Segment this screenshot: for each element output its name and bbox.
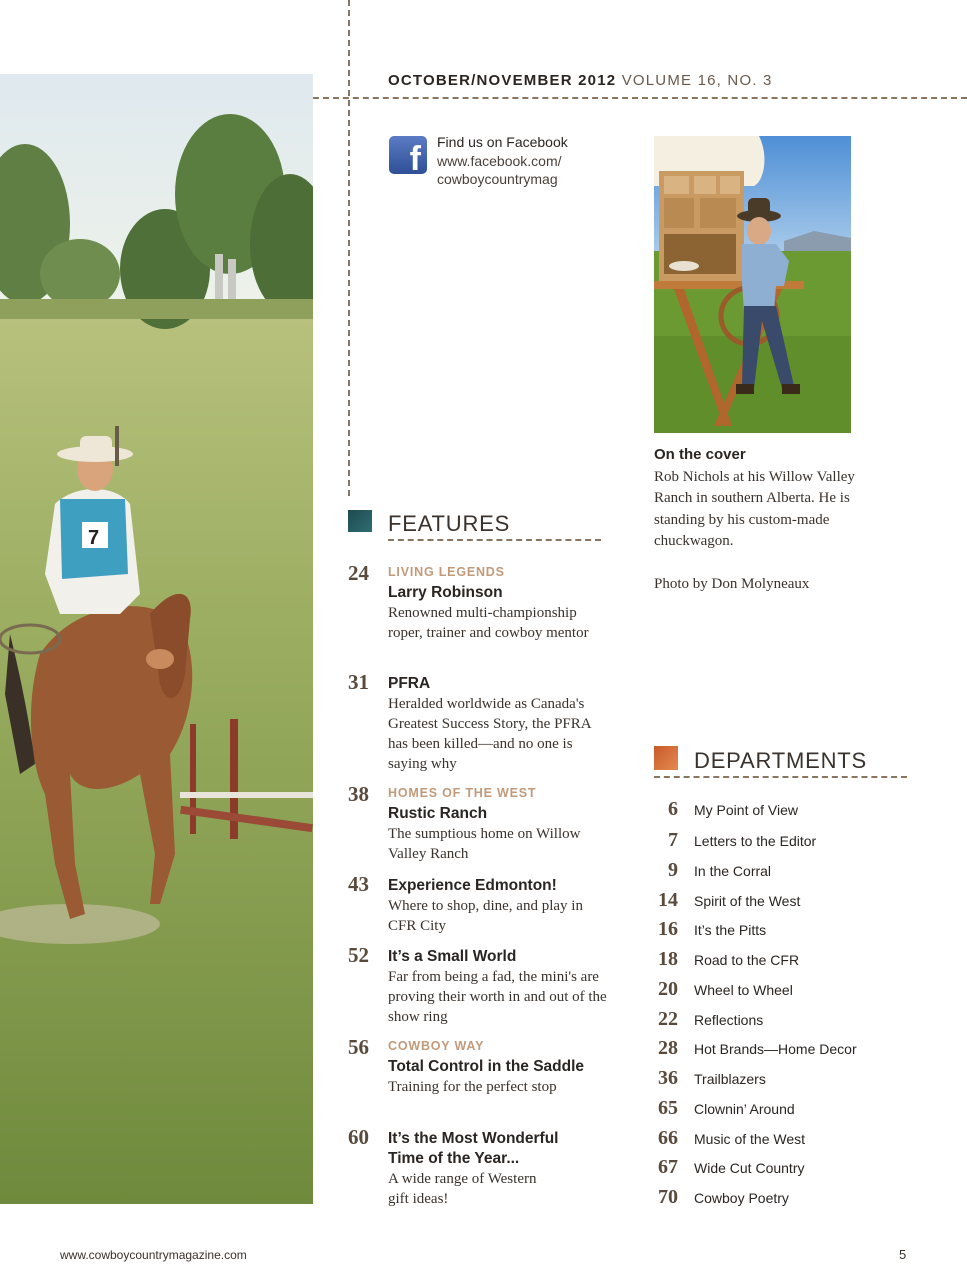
- cover-photo: [654, 136, 851, 433]
- department-page: 7: [668, 829, 678, 851]
- department-item[interactable]: [654, 1099, 914, 1121]
- department-label: Clownin’ Around: [694, 1101, 795, 1117]
- feature-title: PFRA: [388, 675, 431, 692]
- departments-marker-icon: [654, 746, 678, 770]
- feature-category: LIVING LEGENDS: [388, 565, 505, 579]
- department-item[interactable]: [654, 1010, 914, 1032]
- department-item[interactable]: [654, 1129, 914, 1151]
- facebook-icon[interactable]: f: [389, 136, 427, 174]
- facebook-url-line2: cowboycountrymag: [437, 171, 558, 187]
- feature-title: Total Control in the Saddle: [388, 1058, 585, 1075]
- department-page: 14: [658, 889, 678, 911]
- department-label: Cowboy Poetry: [694, 1190, 789, 1206]
- rider-photo: [0, 74, 313, 1204]
- feature-category: HOMES OF THE WEST: [388, 786, 537, 800]
- feature-item[interactable]: [348, 670, 608, 774]
- feature-page: 38: [348, 782, 369, 806]
- department-page: 18: [658, 948, 678, 970]
- department-page: 36: [658, 1067, 678, 1089]
- department-page: 16: [658, 918, 678, 940]
- feature-title: Rustic Ranch: [388, 805, 488, 822]
- department-item[interactable]: [654, 800, 914, 822]
- department-label: Hot Brands—Home Decor: [694, 1041, 857, 1057]
- feature-desc: The sumptious home on Willow Valley Ranch: [388, 826, 581, 862]
- department-item[interactable]: [654, 1188, 914, 1210]
- feature-item[interactable]: [348, 872, 608, 936]
- department-label: Reflections: [694, 1012, 764, 1028]
- department-page: 65: [658, 1097, 678, 1119]
- department-label: Road to the CFR: [694, 952, 800, 968]
- feature-page: 60: [348, 1125, 369, 1149]
- department-label: Spirit of the West: [694, 893, 801, 909]
- feature-desc: Where to shop, dine, and play in CFR City: [388, 898, 583, 934]
- feature-item[interactable]: [348, 561, 608, 643]
- department-item[interactable]: [654, 980, 914, 1002]
- feature-item[interactable]: [348, 1125, 608, 1209]
- feature-desc: Heralded worldwide as Canada's Greatest Success Story, the PFRA has been killed—and no one is saying why: [388, 696, 591, 772]
- facebook-title: Find us on Facebook: [437, 134, 568, 150]
- feature-page: 56: [348, 1035, 369, 1059]
- department-label: Music of the West: [694, 1131, 806, 1147]
- feature-item[interactable]: [348, 943, 608, 1027]
- page-number: 5: [899, 1247, 907, 1262]
- issue-date: OCTOBER/NOVEMBER 2012: [388, 72, 617, 89]
- department-page: 9: [668, 859, 678, 881]
- features-divider: [388, 539, 601, 541]
- feature-page: 31: [348, 670, 369, 694]
- departments-divider: [654, 776, 907, 778]
- department-label: It’s the Pitts: [694, 922, 767, 938]
- features-heading: FEATURES: [388, 511, 511, 536]
- department-label: Wide Cut Country: [694, 1160, 805, 1176]
- photo-credit: Photo by Don Molyneaux: [654, 575, 810, 592]
- department-label: Letters to the Editor: [694, 833, 817, 849]
- department-item[interactable]: [654, 891, 914, 913]
- department-page: 28: [658, 1037, 678, 1059]
- cover-caption: [654, 444, 879, 595]
- department-item[interactable]: [654, 1069, 914, 1091]
- department-label: In the Corral: [694, 863, 772, 879]
- feature-title: Experience Edmonton!: [388, 877, 557, 894]
- header-divider: [313, 97, 967, 99]
- feature-desc: Training for the perfect stop: [388, 1079, 557, 1095]
- feature-category: COWBOY WAY: [388, 1039, 485, 1053]
- department-label: Wheel to Wheel: [694, 982, 793, 998]
- feature-item[interactable]: [348, 782, 608, 864]
- facebook-url-line1: www.facebook.com/: [437, 152, 562, 169]
- department-label: My Point of View: [694, 802, 799, 818]
- department-item[interactable]: [654, 1039, 914, 1061]
- issue-date-line: [388, 72, 773, 89]
- department-page: 22: [658, 1008, 678, 1030]
- feature-title: Larry Robinson: [388, 584, 503, 601]
- issue-volume: VOLUME 16, NO. 3: [621, 72, 773, 89]
- feature-desc: Renowned multi-championship roper, trainer and cowboy mentor: [388, 605, 589, 641]
- feature-title: It’s the Most Wonderful Time of the Year...: [388, 1130, 559, 1167]
- vertical-divider: [348, 0, 350, 496]
- footer-url[interactable]: www.cowboycountrymagazine.com: [60, 1248, 247, 1262]
- department-item[interactable]: [654, 1158, 914, 1180]
- feature-page: 43: [348, 872, 369, 896]
- feature-item[interactable]: [348, 1035, 608, 1097]
- department-page: 6: [668, 798, 678, 820]
- svg-text:7: 7: [88, 527, 100, 549]
- department-item[interactable]: [654, 950, 914, 972]
- cover-heading: On the cover: [654, 446, 746, 463]
- feature-desc: Far from being a fad, the mini's are proving their worth in and out of the show ring: [388, 969, 607, 1025]
- department-page: 66: [658, 1127, 678, 1149]
- features-marker-icon: [348, 510, 372, 532]
- feature-desc: A wide range of Western gift ideas!: [388, 1171, 537, 1207]
- department-page: 70: [658, 1186, 678, 1208]
- cover-text: Rob Nichols at his Willow Valley Ranch in southern Alberta. He is standing by his custom-made chuckwagon.: [654, 468, 855, 549]
- department-label: Trailblazers: [694, 1071, 766, 1087]
- feature-title: It’s a Small World: [388, 948, 517, 965]
- department-item[interactable]: [654, 861, 914, 883]
- department-item[interactable]: [654, 831, 914, 853]
- department-page: 67: [658, 1156, 678, 1178]
- department-item[interactable]: [654, 920, 914, 942]
- feature-page: 24: [348, 561, 369, 585]
- departments-heading: DEPARTMENTS: [694, 748, 868, 773]
- feature-page: 52: [348, 943, 369, 967]
- facebook-link[interactable]: [437, 133, 568, 189]
- department-page: 20: [658, 978, 678, 1000]
